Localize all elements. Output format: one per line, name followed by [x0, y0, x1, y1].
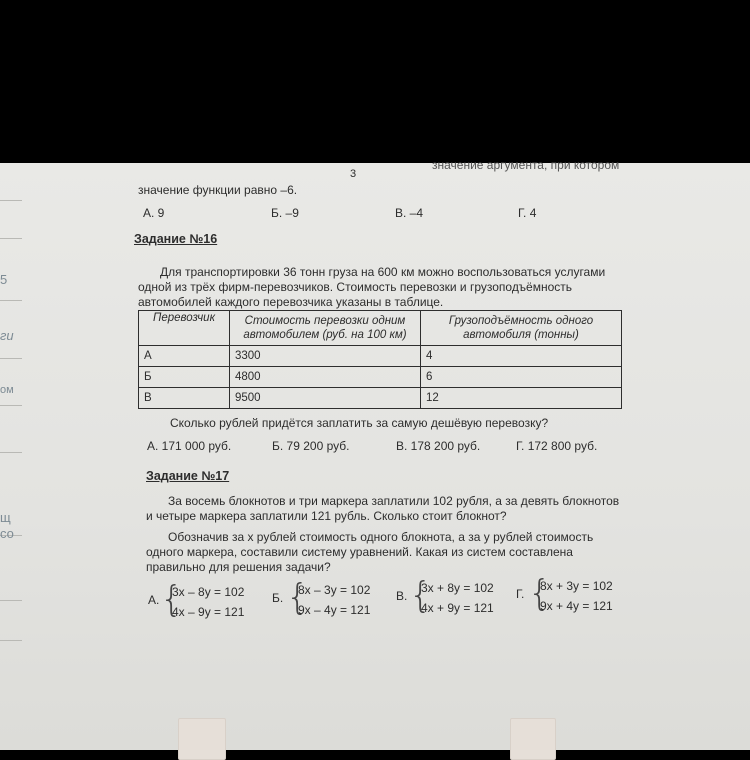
answer-option: В. 178 200 руб.	[396, 439, 481, 453]
curly-brace-icon: {	[286, 577, 309, 618]
option-letter: А.	[148, 593, 160, 607]
answer-option: А. 9	[143, 206, 165, 220]
column-header-line: автомобиля (тонны)	[463, 329, 579, 341]
equation: 8x – 3y = 102	[298, 583, 371, 597]
task17-text: и четыре маркера заплатили 121 рубль. Сколько стоит блокнот?	[146, 509, 507, 523]
notebook-line	[0, 452, 22, 453]
carriers-table	[138, 310, 622, 409]
notebook-line	[0, 200, 22, 201]
curly-brace-icon: {	[409, 575, 432, 616]
table-row	[139, 346, 622, 367]
task16-question: Сколько рублей придётся заплатить за самую дешёвую перевозку?	[170, 416, 549, 430]
margin-handwriting: со	[0, 526, 14, 541]
option-letter: Г.	[516, 587, 525, 601]
equation: 8x + 3y = 102	[540, 579, 613, 593]
task17-heading: Задание №17	[146, 469, 230, 483]
paper-clip	[178, 718, 226, 760]
worksheet-page	[0, 163, 750, 750]
answer-option: Г. 4	[518, 206, 537, 220]
notebook-line	[0, 640, 22, 641]
table-cell: Б	[139, 367, 230, 388]
option-letter: Б.	[272, 591, 284, 605]
answer-option: Г. 172 800 руб.	[516, 439, 598, 453]
equation: 9x – 4y = 121	[298, 603, 371, 617]
task16-text: Для транспортировки 36 тонн груза на 600 км можно воспользоваться услугами	[160, 265, 606, 279]
notebook-line	[0, 600, 22, 601]
notebook-line	[0, 358, 22, 359]
task16-text: одной из трёх фирм-перевозчиков. Стоимость перевозки и грузоподъёмность	[138, 280, 573, 294]
answer-option: Б. 79 200 руб.	[272, 439, 350, 453]
cut-off-text: значение аргумента, при котором	[432, 158, 620, 172]
equation: 4x – 9y = 121	[172, 605, 245, 619]
task16-heading: Задание №16	[134, 232, 218, 246]
equation: 9x + 4y = 121	[540, 599, 613, 613]
margin-handwriting: ги	[0, 328, 14, 343]
table-cell: 3300	[230, 346, 421, 367]
task16-text: автомобилей каждого перевозчика указаны в таблице.	[138, 295, 444, 309]
task17-text: За восемь блокнотов и три маркера заплатили 102 рубля, а за девять блокнотов	[168, 494, 620, 508]
margin-handwriting: ом	[0, 384, 14, 396]
column-header-line: Стоимость перевозки одним	[244, 315, 406, 327]
equation: 3x – 8y = 102	[172, 585, 245, 599]
margin-handwriting: 5	[0, 272, 8, 287]
notebook-line	[0, 238, 22, 239]
table-cell: 9500	[230, 388, 421, 409]
task17-text: одного маркера, составили систему уравнений. Какая из систем составлена	[146, 545, 573, 559]
task17-text: правильно для решения задачи?	[146, 560, 331, 574]
table-cell: 12	[421, 388, 622, 409]
task15-text: значение функции равно –6.	[138, 183, 298, 197]
column-header-line: Перевозчик	[152, 312, 215, 324]
column-header	[421, 311, 622, 346]
table-header-row	[139, 311, 622, 346]
notebook-line	[0, 300, 22, 301]
paper-clip	[510, 718, 556, 760]
column-header	[139, 311, 230, 346]
table-cell: 4	[421, 346, 622, 367]
option-letter: В.	[396, 589, 408, 603]
table-row	[139, 388, 622, 409]
table-cell: 6	[421, 367, 622, 388]
column-header-line: Грузоподъёмность одного	[448, 315, 594, 327]
column-header	[230, 311, 421, 346]
equation: 4x + 9y = 121	[421, 601, 494, 615]
answer-option: Б. –9	[271, 206, 299, 220]
task17-text: Обозначив за x рублей стоимость одного блокнота, а за y рублей стоимость	[168, 530, 594, 544]
table-cell: В	[139, 388, 230, 409]
answer-option: А. 171 000 руб.	[147, 439, 232, 453]
answer-option: В. –4	[395, 206, 424, 220]
column-header-line: автомобилем (руб. на 100 км)	[243, 329, 407, 341]
table-row	[139, 367, 622, 388]
table-cell: А	[139, 346, 230, 367]
curly-brace-icon: {	[528, 573, 551, 614]
curly-brace-icon: {	[160, 579, 183, 620]
equation: 3x + 8y = 102	[421, 581, 494, 595]
margin-handwriting: щ	[0, 510, 11, 525]
notebook-line	[0, 405, 22, 406]
table-cell: 4800	[230, 367, 421, 388]
fraction-digit: 3	[350, 168, 357, 180]
